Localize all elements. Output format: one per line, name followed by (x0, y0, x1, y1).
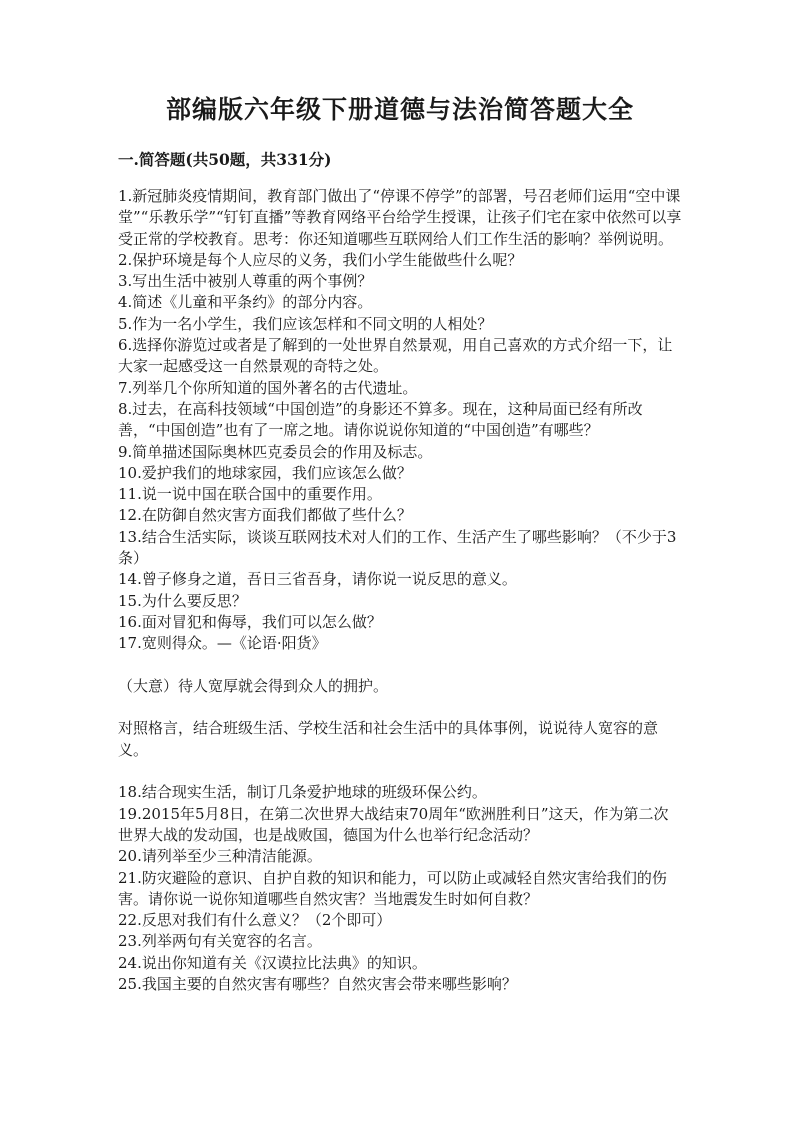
question-item: 8.过去，在高科技领域“中国创造”的身影还不算多。现在，这种局面已经有所改善，“中国创造”也有了一席之地。请你说说你知道的“中国创造”有哪些？ (118, 399, 643, 440)
question-item: 5.作为一名小学生，我们应该怎样和不同文明的人相处？ (118, 314, 493, 333)
question-prompt: 对照格言，结合班级生活、学校生活和社会生活中的具体事例，说说待人宽容的意义。 (118, 719, 659, 759)
question-list (118, 186, 683, 995)
quote-note: （大意）待人宽厚就会得到众人的拥护。 (118, 676, 389, 695)
question-item: 9.简单描述国际奥林匹克委员会的作用及标志。 (118, 442, 433, 461)
spacer (118, 761, 683, 782)
section-heading: 一.简答题(共50题，共331分) (118, 150, 332, 169)
question-item: 14.曾子修身之道，吾日三省吾身，请你说一说反思的意义。 (118, 570, 517, 589)
question-item: 25.我国主要的自然灾害有哪些？自然灾害会带来哪些影响？ (118, 974, 517, 993)
question-item: 23.列举两句有关宽容的名言。 (118, 932, 322, 951)
question-item: 17.宽则得众。—《论语·阳货》 (118, 634, 327, 653)
question-item: 15.为什么要反思？ (118, 591, 247, 610)
question-item: 2.保护环境是每个人应尽的义务，我们小学生能做些什么呢？ (118, 250, 523, 269)
question-item: 1.新冠肺炎疫情期间，教育部门做出了“停课不停学”的部署，号召老师们运用“空中课堂”“乐教乐学”“钉钉直播”等教育网络平台给学生授课，让孩子们宅在家中依然可以享受正常的学校教育。思考：你还知道哪些互联网给人们工作生活的影响？举例说明。 (118, 187, 682, 248)
question-item: 13.结合生活实际，谈谈互联网技术对人们的工作、生活产生了哪些影响？（不少于3条） (118, 527, 677, 568)
spacer (118, 697, 683, 718)
question-item: 11.说一说中国在联合国中的重要作用。 (118, 485, 382, 504)
document-title: 部编版六年级下册道德与法治简答题大全 (165, 95, 634, 124)
spacer (118, 655, 683, 676)
question-item: 22.反思对我们有什么意义？（2个即可） (118, 911, 392, 930)
question-item: 16.面对冒犯和侮辱，我们可以怎么做？ (118, 612, 382, 631)
question-item: 18.结合现实生活，制订几条爱护地球的班级环保公约。 (118, 783, 487, 802)
question-item: 20.请列举至少三种清洁能源。 (118, 847, 322, 866)
question-item: 21.防灾避险的意识、自护自救的知识和能力，可以防止或减轻自然灾害给我们的伤害。请你说一说你知道哪些自然灾害？当地震发生时如何自救？ (118, 868, 667, 908)
question-item: 19.2015年5月8日，在第二次世界大战结束70周年“欧洲胜利日”这天，作为第二次世界大战的发动国，也是战败国，德国为什么也举行纪念活动？ (118, 804, 669, 844)
question-item: 3.写出生活中被别人尊重的两个事例？ (118, 272, 373, 291)
question-item: 24.说出你知道有关《汉谟拉比法典》的知识。 (118, 953, 427, 972)
question-item: 12.在防御自然灾害方面我们都做了些什么？ (118, 506, 412, 525)
question-item: 4.简述《儿童和平条约》的部分内容。 (118, 293, 373, 312)
question-item: 6.选择你游览过或者是了解到的一处世界自然景观，用自己喜欢的方式介绍一下，让大家一起感受这一自然景观的奇特之处。 (118, 336, 673, 376)
question-item: 10.爱护我们的地球家园，我们应该怎么做？ (118, 463, 412, 482)
question-item: 7.列举几个你所知道的国外著名的古代遗址。 (118, 378, 418, 397)
